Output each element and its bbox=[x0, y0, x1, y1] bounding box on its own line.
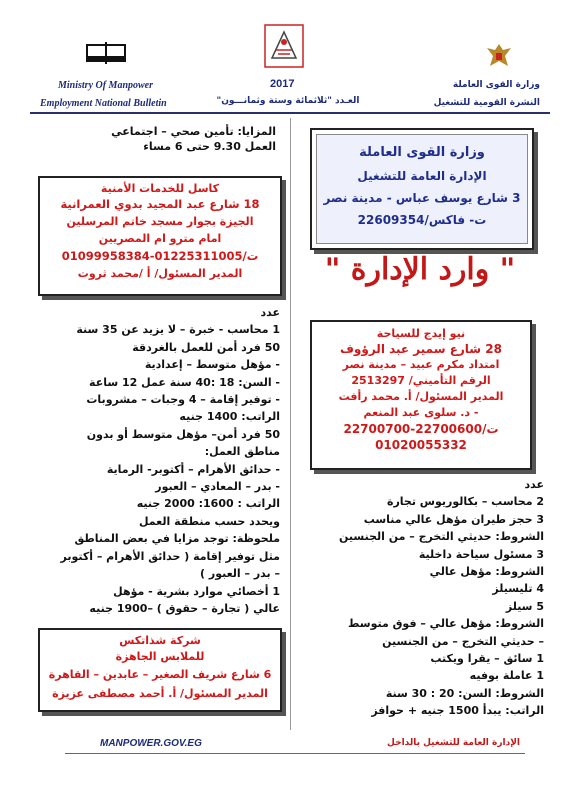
list-item: - بدر – المعادي – العبور bbox=[155, 480, 280, 494]
company-manager: المدير المسئول/ أ /محمد ثروت bbox=[77, 267, 243, 280]
company-name: كاسل للخدمات الأمنية bbox=[100, 182, 220, 195]
list-item: الشروط: السن: 20 : 30 سنة bbox=[385, 686, 544, 700]
list-item: 3 حجز طيران مؤهل عالي مناسب bbox=[363, 512, 544, 526]
list-item: الراتب : 1600: 2000 جنيه bbox=[136, 497, 280, 511]
company-name: شركة شذاتكس bbox=[119, 634, 201, 647]
column-divider bbox=[290, 118, 291, 730]
list-item: 1 عاملة بوفيه bbox=[469, 669, 544, 683]
footer-rule bbox=[65, 753, 525, 754]
company-manager: المدير المسئول/ أ. أحمد مصطفى عزيزة bbox=[52, 687, 268, 700]
list-item: 1 أخصائي موارد بشرية - مؤهل bbox=[113, 584, 280, 598]
page-title: " وارد الإدارة " bbox=[324, 252, 516, 287]
company-address-2: الجيزة بجوار مسجد خاتم المرسلين bbox=[66, 215, 254, 228]
company-tax-number: الرقم التأميني/ 2513297 bbox=[351, 374, 491, 387]
company-phone-2: 01020055332 bbox=[375, 438, 467, 452]
company-phone: ت/01225311005-01099958384 bbox=[61, 249, 259, 263]
company-manager: المدير المسئول/ أ. محمد رأفت bbox=[338, 390, 504, 403]
issue-number: العـدد "ثلاثمائة وستة وثمانـــون" bbox=[216, 96, 360, 106]
list-item: - توفير إقامة – 4 وجبات – مشروبات bbox=[86, 393, 280, 407]
ministry-ar: وزارة القوى العاملة bbox=[452, 80, 540, 90]
header-rule bbox=[30, 112, 550, 114]
list-item: الشروط: مؤهل عالي bbox=[429, 565, 544, 579]
company-address-2: امتداد مكرم عبيد – مدينة نصر bbox=[342, 358, 500, 371]
company-phone: ت/22700600-22700700 bbox=[343, 422, 499, 436]
list-item: العمل 9.30 حتى 6 مساء bbox=[143, 140, 276, 154]
eagle-emblem bbox=[486, 42, 512, 70]
list-item: 5 سيلز bbox=[505, 599, 544, 613]
company-box-new-age bbox=[310, 320, 532, 470]
list-item: ملحوظة: توجد مزايا في بعض المناطق bbox=[74, 532, 280, 546]
list-item: مناطق العمل: bbox=[204, 445, 280, 459]
bulletin-en: Employment National Bulletin bbox=[40, 98, 167, 109]
year: 2017 bbox=[270, 78, 295, 90]
company-name: نيو إيدج للسياحة bbox=[376, 327, 466, 340]
list-item: الراتب: يبدأ 1500 جنيه + حوافز bbox=[371, 704, 544, 718]
center-emblem bbox=[264, 24, 304, 68]
footer-url[interactable]: MANPOWER.GOV.EG bbox=[100, 738, 202, 749]
list-item: عدد bbox=[260, 306, 280, 319]
list-item: مثل توفير إقامة ( حدائق الأهرام – أكتوبر bbox=[60, 549, 280, 563]
list-item: 50 فرد أمن– مؤهل متوسط أو بدون bbox=[86, 427, 280, 441]
list-item: 50 فرد أمن للعمل بالغردقة bbox=[132, 340, 280, 354]
admin-name: وزارة القوى العاملة bbox=[359, 145, 485, 160]
list-item: 4 تليسيلز bbox=[492, 582, 544, 596]
list-item: 2 محاسب – بكالوريوس تجارة bbox=[386, 495, 544, 509]
bulletin-ar: النشرة القومية للتشغيل bbox=[433, 98, 540, 108]
company-address: 28 شارع سمير عبد الرؤوف bbox=[339, 342, 502, 356]
list-item: عدد bbox=[524, 478, 544, 491]
book-icon bbox=[84, 40, 128, 66]
header-book-logo bbox=[84, 40, 128, 66]
company-address: 18 شارع عبد المجيد بدوي العمرانية bbox=[60, 197, 260, 211]
list-item: - مؤهل متوسط – إعدادية bbox=[144, 358, 280, 372]
admin-box bbox=[310, 128, 534, 250]
list-item: الشروط: حديثي التخرج – من الجنسين bbox=[339, 530, 544, 544]
list-item: عالي ( تجارة – حقوق ) –1900 جنيه bbox=[89, 601, 280, 615]
list-item: – بدر – العبور ) bbox=[200, 567, 280, 581]
list-item: المزايا: تأمين صحي – اجتماعي bbox=[111, 125, 276, 138]
list-item: 1 سائق – يقرا ويكتب bbox=[430, 652, 544, 666]
left-job-list bbox=[36, 304, 280, 617]
list-item: - حدائق الأهرام – أكتوبر- الرماية bbox=[106, 462, 280, 476]
company-box-castle bbox=[38, 176, 282, 296]
list-item: – حديثي التخرج – من الجنسين bbox=[382, 634, 544, 648]
right-job-list bbox=[296, 476, 544, 720]
admin-fax: ت- فاكس/22609354 bbox=[357, 213, 487, 227]
list-item: 3 مسئول سياحة داخلية bbox=[418, 547, 544, 561]
admin-dept: الإدارة العامة للتشغيل bbox=[357, 169, 487, 183]
company-manager-2: - د. سلوى عبد المنعم bbox=[363, 406, 479, 419]
list-item: الشروط: مؤهل عالي – فوق متوسط bbox=[347, 617, 544, 631]
eagle-icon bbox=[486, 42, 512, 70]
list-item: الراتب: 1400 جنيه bbox=[179, 410, 280, 424]
footer-dept: الإدارة العامة للتشغيل بالداخل bbox=[387, 738, 520, 748]
company-subtitle: للملابس الجاهزة bbox=[115, 650, 205, 663]
company-box-shazatex bbox=[38, 628, 282, 712]
list-item: - السن: 18 :40 سنة عمل 12 ساعة bbox=[89, 375, 280, 389]
company-address: 6 شارع شريف الصغير – عابدين – القاهرة bbox=[48, 668, 272, 681]
ministry-en: Ministry Of Manpower bbox=[58, 80, 154, 91]
left-top-lines bbox=[40, 124, 276, 155]
admin-address: 3 شارع يوسف عباس - مدينة نصر bbox=[323, 191, 521, 205]
list-item: 1 محاسب - خبرة – لا يزيد عن 35 سنة bbox=[76, 323, 280, 337]
list-item: ويحدد حسب منطقة العمل bbox=[138, 514, 280, 528]
emblem-icon bbox=[264, 24, 304, 68]
company-address-3: امام مترو ام المصريين bbox=[98, 232, 222, 245]
